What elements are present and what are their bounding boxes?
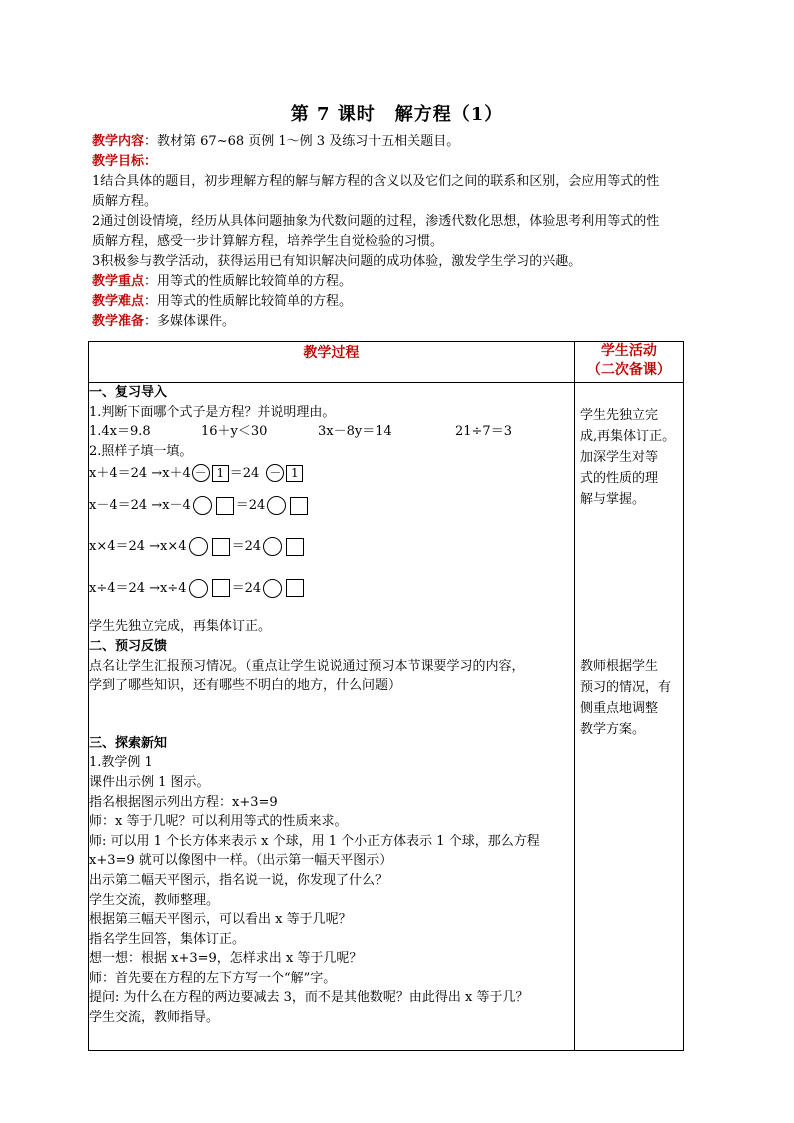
header-activity — [574, 342, 683, 383]
q1-item-1: 1.4x＝9.8 — [89, 424, 151, 440]
blank-circle — [263, 579, 282, 598]
side1-line: 式的性质的理 — [580, 471, 659, 486]
section2-title: 二、预习反馈 — [89, 638, 168, 654]
key-point-label: 教学重点 — [92, 274, 145, 289]
activity-note-2 — [580, 656, 682, 740]
difficulty-label: 教学难点 — [92, 294, 145, 309]
blank-circle — [267, 496, 286, 515]
blank-box — [212, 538, 230, 556]
blank-box — [212, 579, 230, 597]
question-1: 1.判断下面哪个式子是方程？并说明理由。 — [89, 404, 336, 420]
eq-minus-left: x－4＝24 →x－4 — [89, 498, 191, 514]
s3-line: 出示第二幅天平图示，指名说一说，你发现了什么？ — [89, 872, 389, 888]
side1-line: 加深学生对等 — [580, 450, 659, 465]
key-point-text: ：用等式的性质解比较简单的方程。 — [144, 274, 353, 289]
lesson-meta — [92, 132, 722, 332]
content-label: 教学内容 — [92, 134, 145, 149]
objective-2a: 2通过创设情境，经历从具体问题抽象为代数问题的过程，渗透代数化思想，体验思考利用等式的性 — [92, 214, 660, 229]
s3-line: 根据第三幅天平图示，可以看出 x 等于几呢？ — [89, 912, 352, 928]
eq-times-mid: ＝24 — [231, 539, 262, 555]
eq-example-mid: ＝24 — [229, 465, 260, 481]
section3-title: 三、探索新知 — [89, 735, 168, 751]
section2-text-b: 学到了哪些知识，还有哪些不明白的地方，什么问题） — [89, 678, 402, 694]
s3-line: 课件出示例 1 图示。 — [89, 774, 210, 790]
side1-line: 学生先独立完 — [580, 408, 659, 423]
eq-minus-mid: ＝24 — [235, 498, 266, 514]
header-process: 教学过程 — [89, 342, 575, 383]
side1-line: 成,再集体订正。 — [580, 429, 676, 444]
eq-div-mid: ＝24 — [231, 580, 262, 596]
header-activity-line1: 学生活动 — [600, 343, 657, 359]
difficulty-line — [92, 292, 722, 312]
objectives-label: 教学目标 — [92, 154, 145, 169]
blank-circle — [193, 496, 212, 515]
blank-circle — [189, 579, 208, 598]
objectives-line — [92, 152, 722, 172]
question-1-items — [89, 422, 574, 442]
eq-div-left: x÷4＝24 →x÷4 — [89, 580, 187, 596]
side1-line: 解与掌握。 — [580, 492, 646, 507]
eq-example-number-box: 1 — [212, 465, 229, 482]
eq-example-operator-circle-2: － — [266, 464, 284, 482]
eq-example-left: x＋4＝24 →x＋4 — [89, 465, 191, 481]
blank-circle — [189, 537, 208, 556]
objective-2b: 质解方程，感受一步计算解方程，培养学生自觉检验的习惯。 — [92, 234, 444, 249]
side2-line: 预习的情况，有 — [580, 680, 672, 695]
section3-lines — [89, 753, 574, 1027]
equation-times — [89, 526, 574, 567]
prep-text: ：多媒体课件。 — [144, 314, 236, 329]
content-line — [92, 132, 722, 152]
blank-circle — [263, 537, 282, 556]
side2-line: 教学方案。 — [580, 722, 646, 737]
s3-line: 学生交流，教师整理。 — [89, 892, 220, 908]
q1-item-3: 3x－8y＝14 — [318, 424, 392, 440]
eq-times-left: x×4＝24 →x×4 — [89, 539, 187, 555]
q1-item-2: 16＋y＜30 — [201, 424, 268, 440]
equation-example — [89, 461, 574, 485]
objective-3: 3积极参与教学活动，获得运用已有知识解决问题的成功体验，激发学生学习的兴趣。 — [92, 254, 582, 269]
s3-line: x+3=9 就可以像图中一样。（出示第一幅天平图示） — [89, 853, 393, 869]
s3-line: 师：x 等于几呢？可以利用等式的性质来求。 — [89, 814, 348, 830]
equation-divide — [89, 567, 574, 609]
activity-note-1 — [580, 405, 682, 510]
blank-box — [286, 579, 304, 597]
objectives-colon: ： — [144, 154, 158, 169]
section2-text-a: 点名让学生汇报预习情况。（重点让学生说说通过预习本节课要学习的内容， — [89, 658, 525, 674]
s3-line: 师：首先要在方程的左下方写一个“解”字。 — [89, 970, 337, 986]
s3-line: 提问: 为什么在方程的两边要减去 3，而不是其他数呢？由此得出 x 等于几？ — [89, 990, 529, 1006]
section1-title: 一、复习导入 — [89, 385, 168, 400]
blank-box — [286, 538, 304, 556]
s3-line: 指名学生回答，集体订正。 — [89, 931, 246, 947]
content-text: ：教材第 67~68 页例 1～例 3 及练习十五相关题目。 — [144, 134, 460, 149]
equation-minus — [89, 485, 574, 526]
question-2: 2.照样子填一填。 — [89, 443, 193, 459]
difficulty-text: ：用等式的性质解比较简单的方程。 — [144, 294, 353, 309]
page-title: 第 7 课时 解方程（1） — [290, 104, 504, 125]
key-point-line — [92, 272, 722, 292]
s3-line: 师: 可以用 1 个长方体来表示 x 个球，用 1 个小正方体表示 1 个球，那么方程 — [89, 833, 540, 849]
process-cell — [89, 383, 575, 1051]
eq-example-operator-circle: － — [192, 464, 210, 482]
eq-example-number-box-2: 1 — [286, 465, 303, 482]
objective-1a: 1结合具体的题目，初步理解方程的解与解方程的含义以及它们之间的联系和区别，会应用等式的性 — [92, 174, 660, 189]
objective-1b: 质解方程。 — [92, 194, 158, 209]
prep-label: 教学准备 — [92, 314, 145, 329]
blank-box — [290, 497, 308, 515]
q1-item-4: 21÷7＝3 — [455, 424, 512, 440]
header-activity-line2: （二次备课） — [586, 362, 671, 378]
prep-line — [92, 312, 722, 332]
section1-end: 学生先独立完成，再集体订正。 — [89, 619, 272, 635]
s3-line: 指名根据图示列出方程：x+3=9 — [89, 794, 278, 810]
s3-line: 1.教学例 1 — [89, 755, 153, 771]
s3-line: 想一想：根据 x+3=9，怎样求出 x 等于几呢？ — [89, 951, 363, 967]
s3-line: 学生交流，教师指导。 — [89, 1010, 220, 1026]
blank-box — [216, 497, 234, 515]
side2-line: 侧重点地调整 — [580, 701, 659, 716]
side2-line: 教师根据学生 — [580, 659, 659, 674]
